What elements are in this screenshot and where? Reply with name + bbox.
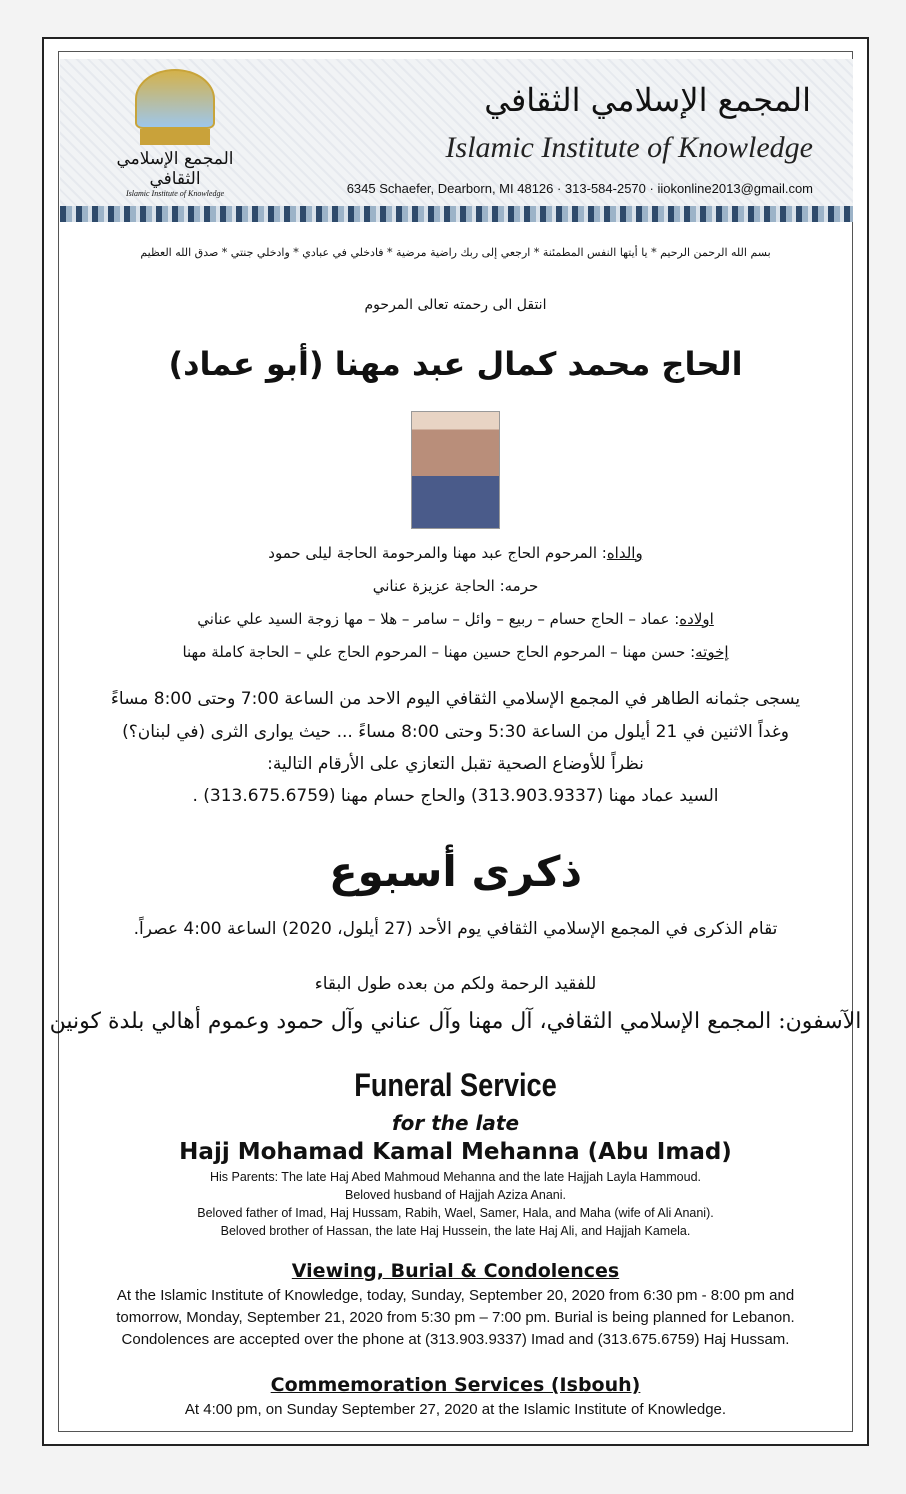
for-the-late: for the late (391, 1111, 520, 1135)
funeral-service-title: Funeral Service (354, 1067, 557, 1103)
commemoration-text: At 4:00 pm, on Sunday September 27, 2020 at the Islamic Institute of Knowledge. (184, 1401, 727, 1418)
wife-line: حرمه: الحاجة عزيزة عناني (372, 577, 539, 595)
commemoration-heading: Commemoration Services (Isbouh) (270, 1374, 641, 1396)
deceased-name-english: Hajj Mohamad Kamal Mehanna (Abu Imad) (179, 1139, 732, 1165)
siblings-line (44, 643, 867, 661)
logo-arabic: المجمع الإسلامي الثقافي (116, 149, 234, 189)
letterhead (60, 59, 853, 222)
parents-english: His Parents: The late Haj Abed Mahmoud Mehanna and the late Hajjah Layla Hammoud. (209, 1170, 702, 1184)
dome-icon (135, 69, 215, 129)
deceased-name-arabic: الحاج محمد كمال عبد مهنا (أبو عماد) (168, 345, 743, 383)
brother-english: Beloved brother of Hassan, the late Haj Hussein, the late Haj Ali, and Hajjah Kamela. (220, 1224, 691, 1238)
children-line (44, 610, 867, 628)
viewing-line-1: At the Islamic Institute of Knowledge, today, Sunday, September 20, 2020 from 6:30 pm - 8:00 pm and (116, 1287, 795, 1304)
closing-line: للفقيد الرحمة ولكم من بعده طول البقاء (314, 974, 597, 994)
viewing-arabic-2: وغداً الاثنين في 21 أيلول من الساعة 5:30 وحتى 8:00 مساءً ... حيث يوارى الثرى (في لبنان؟) (122, 722, 789, 742)
institute-logo (100, 69, 250, 199)
deceased-photo (411, 411, 500, 529)
siblings-label: إخوته (695, 643, 729, 661)
parents-text: : المرحوم الحاج عبد مهنا والمرحومة الحاجة ليلى حمود (268, 544, 607, 562)
parents-label: والداه (606, 544, 643, 562)
siblings-text: : حسن مهنا – المرحوم الحاج حسين مهنا – المرحوم الحاج علي – الحاجة كاملة مهنا (182, 643, 696, 661)
viewing-arabic-1: يسجى جثمانه الطاهر في المجمع الإسلامي الثقافي اليوم الاحد من الساعة 7:00 وحتى 8:00 مساءً (110, 689, 801, 709)
viewing-line-3: Condolences are accepted over the phone at (313.903.9337) Imad and (313.675.6759) Haj Hussam. (121, 1331, 790, 1348)
book-icon (140, 129, 210, 145)
institute-name-english: Islamic Institute of Knowledge (445, 131, 813, 164)
decorative-band (60, 206, 853, 222)
intro-line: انتقل الى رحمته تعالى المرحوم (364, 297, 547, 313)
obituary-document (42, 37, 869, 1446)
institute-name-arabic: المجمع الإسلامي الثقافي (484, 81, 811, 119)
father-english: Beloved father of Imad, Haj Hussam, Rabih, Wael, Samer, Hala, and Maha (wife of Ali Anani). (197, 1206, 714, 1220)
husband-english: Beloved husband of Hajjah Aziza Anani. (345, 1188, 566, 1202)
dhikra-text: تقام الذكرى في المجمع الإسلامي الثقافي يوم الأحد (27 أيلول، 2020) الساعة 4:00 عصراً. (133, 919, 778, 939)
condolence-arabic-1: نظراً للأوضاع الصحية تقبل التعازي على الأرقام التالية: (267, 754, 644, 774)
institute-contact: 6345 Schaefer, Dearborn, MI 48126 · 313-584-2570 · iiokonline2013@gmail.com (346, 181, 813, 196)
dhikra-title: ذكرى أسبوع (328, 847, 583, 896)
viewing-line-2: tomorrow, Monday, September 21, 2020 from 5:30 pm – 7:00 pm. Burial is being planned for Lebanon. (116, 1309, 795, 1326)
children-text: : عماد – الحاج حسام – ربيع – وائل – سامر – هلا – مها زوجة السيد علي عناني (197, 610, 680, 628)
children-label: اولاده (679, 610, 714, 628)
logo-english: Islamic Institute of Knowledge (126, 189, 224, 198)
parents-line (44, 544, 867, 562)
condolence-arabic-2: السيد عماد مهنا (313.903.9337) والحاج حسام مهنا (313.675.6759) . (192, 786, 719, 806)
quran-verse: بسم الله الرحمن الرحيم * يا أيتها النفس المطمئنة * ارجعي إلى ربك راضية مرضية * فادخلي في عبادي * وادخلي جنتي * صدق الله العظيم (140, 246, 771, 259)
viewing-heading: Viewing, Burial & Condolences (291, 1260, 620, 1282)
mourners-line: الآسفون: المجمع الإسلامي الثقافي، آل مهنا وآل عناني وآل حمود وعموم أهالي بلدة كونين (49, 1009, 862, 1034)
